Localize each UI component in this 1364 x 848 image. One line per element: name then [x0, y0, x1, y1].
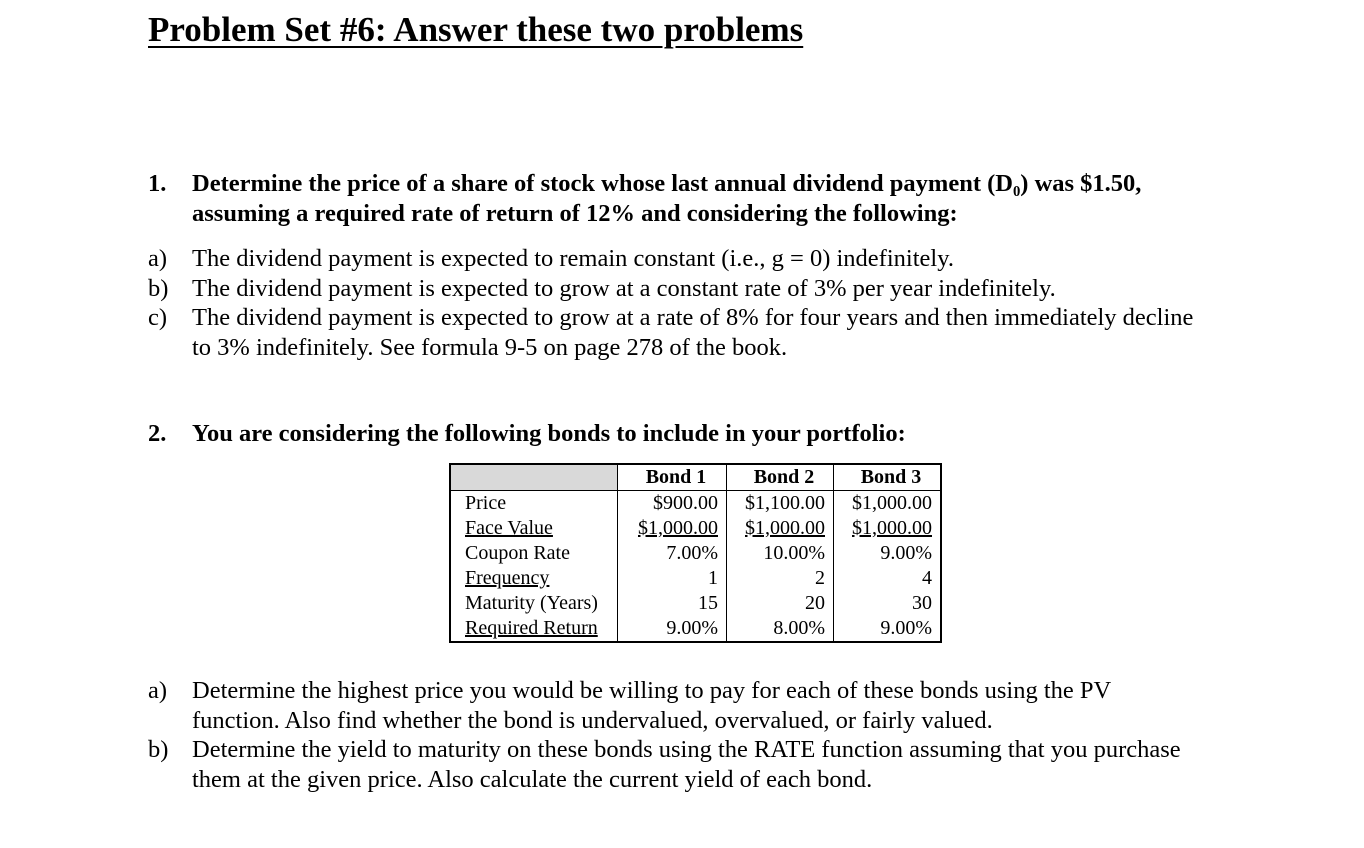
table-row	[450, 616, 941, 642]
row-label-text: Face Value	[465, 517, 553, 539]
item-text-continued: function. Also find whether the bond is undervalued, overvalued, or fairly valued.	[192, 706, 993, 734]
item-text: The dividend payment is expected to grow at a constant rate of 3% per year indefinitely.	[192, 274, 1056, 302]
bonds-table	[449, 463, 942, 643]
cell-value: 9.00%	[834, 616, 942, 642]
header-bond-3: Bond 3	[834, 464, 942, 491]
cell-value: 9.00%	[618, 616, 727, 642]
problem-1-text	[192, 169, 1141, 229]
item-text: The dividend payment is expected to remain constant (i.e., g = 0) indefinitely.	[192, 245, 954, 272]
cell-value	[727, 516, 834, 541]
problem-1-item-b	[148, 274, 1193, 304]
item-text: Determine the yield to maturity on these bonds using the RATE function assuming that you purchase	[192, 736, 1181, 763]
table-row	[450, 566, 941, 591]
cell-value: 10.00%	[727, 541, 834, 566]
table-row	[450, 541, 941, 566]
problem-2-number: 2.	[148, 420, 167, 447]
cell-value	[618, 516, 727, 541]
table-header-row	[450, 464, 941, 491]
row-label-face-value	[450, 516, 618, 541]
problem-1-line-1: Determine the price of a share of stock whose last annual dividend payment (D₀) was $1.50,	[192, 170, 1142, 197]
cell-value: 30	[834, 591, 942, 616]
table-corner-cell	[450, 464, 618, 491]
page-title: Problem Set #6: Answer these two problems	[148, 10, 804, 49]
item-label: c)	[148, 304, 168, 331]
row-label-text: Required Return	[465, 617, 598, 639]
cell-value: 4	[834, 566, 942, 591]
cell-value: 8.00%	[727, 616, 834, 642]
cell-value-text: $1,000.00	[638, 517, 718, 539]
problem-1-item-c	[148, 303, 1193, 362]
table-row	[450, 516, 941, 541]
row-label-price: Price	[465, 492, 507, 514]
item-text: Determine the highest price you would be willing to pay for each of these bonds using the PV	[192, 677, 1112, 704]
item-label: b)	[148, 274, 169, 302]
problem-1-item-a	[148, 244, 1193, 274]
item-label: a)	[148, 245, 168, 272]
row-label-text: Frequency	[465, 567, 550, 589]
header-bond-1: Bond 1	[618, 464, 727, 491]
header-bond-2: Bond 2	[727, 464, 834, 491]
cell-value: $1,000.00	[834, 491, 942, 517]
cell-value: $900.00	[618, 491, 727, 517]
problem-2-item-b	[148, 735, 1181, 794]
item-label: a)	[148, 677, 168, 704]
item-text: The dividend payment is expected to grow at a rate of 8% for four years and then immediately decline	[192, 304, 1194, 331]
problem-2-items	[148, 676, 1181, 794]
problem-1-line-2: assuming a required rate of return of 12% and considering the following:	[192, 200, 958, 227]
cell-value: 7.00%	[618, 541, 727, 566]
problem-2-item-a	[148, 676, 1181, 735]
cell-value: $1,100.00	[727, 491, 834, 517]
cell-value	[834, 516, 942, 541]
cell-value-text: $1,000.00	[745, 517, 825, 539]
item-label: b)	[148, 736, 169, 763]
cell-value: 1	[618, 566, 727, 591]
cell-value: 15	[618, 591, 727, 616]
item-text-continued: to 3% indefinitely. See formula 9-5 on page 278 of the book.	[192, 333, 788, 361]
problem-2-text: You are considering the following bonds to include in your portfolio:	[192, 420, 906, 447]
problem-1-number: 1.	[148, 170, 167, 197]
problem-1-items	[148, 244, 1193, 362]
item-text-continued: them at the given price. Also calculate the current yield of each bond.	[192, 765, 873, 793]
table-row	[450, 591, 941, 616]
cell-value-text: $1,000.00	[852, 517, 932, 539]
table-row	[450, 491, 941, 517]
cell-value: 20	[727, 591, 834, 616]
row-label-maturity: Maturity (Years)	[465, 592, 598, 614]
cell-value: 9.00%	[834, 541, 942, 566]
row-label-required-return	[450, 616, 618, 642]
row-label-coupon-rate: Coupon Rate	[465, 542, 570, 564]
row-label-frequency	[450, 566, 618, 591]
cell-value: 2	[727, 566, 834, 591]
